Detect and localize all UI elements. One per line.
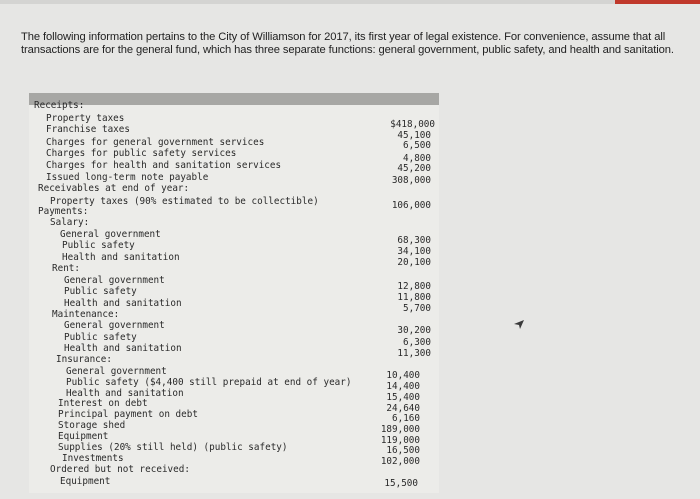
line-amount: 68,300: [397, 235, 431, 246]
line-amount: 11,300: [397, 348, 431, 359]
line-label: Charges for health and sanitation services: [46, 160, 282, 171]
line-amount: 308,000: [391, 175, 431, 186]
arrow-cursor-icon: [513, 318, 525, 330]
line-amount: 34,100: [397, 246, 431, 257]
subsection-label-rent: Rent:: [52, 263, 80, 274]
subsection-label-maintenance: Maintenance:: [52, 309, 120, 320]
line-label: Principal payment on debt: [58, 409, 198, 420]
line-label: Investments: [62, 453, 124, 464]
line-label: Interest on debt: [58, 398, 148, 409]
line-label: Issued long-term note payable: [46, 172, 209, 183]
top-accent-bar: [615, 0, 700, 4]
line-amount: 30,200: [397, 325, 431, 336]
line-label: Charges for public safety services: [46, 148, 237, 159]
line-label: Health and sanitation: [66, 388, 184, 399]
line-amount: 6,300: [403, 337, 431, 348]
line-amount: 11,800: [397, 292, 431, 303]
subsection-label-insurance: Insurance:: [56, 354, 112, 365]
line-label: Equipment: [58, 431, 109, 442]
problem-intro-text: The following information pertains to the City of Williamson for 2017, its first year of legal existence. For convenience, assume that all transactions are for the general fund, which has three separate functions: general government, public safety, and health and sanitation.: [21, 31, 674, 57]
line-label: Franchise taxes: [46, 124, 130, 135]
line-amount: 24,640: [386, 403, 420, 414]
line-label: Public safety ($4,400 still prepaid at end of year): [66, 377, 352, 388]
line-amount: 15,500: [384, 478, 418, 489]
line-amount: 6,500: [403, 140, 431, 151]
line-amount: 14,400: [386, 381, 420, 392]
line-label: General government: [64, 275, 165, 286]
document-header-bar: [29, 93, 439, 105]
line-amount: $418,000: [390, 119, 435, 130]
line-label: Health and sanitation: [64, 298, 182, 309]
line-label: Supplies (20% still held) (public safety): [58, 442, 288, 453]
line-amount: 4,800: [403, 153, 431, 164]
line-amount: 102,000: [380, 456, 420, 467]
line-amount: 16,500: [386, 445, 420, 456]
line-amount: 6,160: [392, 413, 420, 424]
line-label: Public safety: [64, 332, 137, 343]
subsection-label-salary: Salary:: [50, 217, 90, 228]
section-label-payments: Payments:: [38, 206, 89, 217]
section-label-receivables: Receivables at end of year:: [38, 183, 190, 194]
line-label: Public safety: [62, 240, 135, 251]
top-border-bar: [0, 0, 700, 4]
line-label: Health and sanitation: [64, 343, 182, 354]
line-label: Storage shed: [58, 420, 126, 431]
section-label-receipts: Receipts:: [34, 100, 85, 111]
line-label: General government: [64, 320, 165, 331]
line-amount: 45,200: [397, 163, 431, 174]
line-label: Property taxes: [46, 113, 125, 124]
line-label: Health and sanitation: [62, 252, 180, 263]
line-amount: 10,400: [386, 370, 420, 381]
line-amount: 119,000: [380, 435, 420, 446]
line-label: Charges for general government services: [46, 137, 265, 148]
line-label: General government: [60, 229, 161, 240]
line-label: Property taxes (90% estimated to be collectible): [50, 196, 319, 207]
line-amount: 45,100: [397, 130, 431, 141]
line-amount: 15,400: [386, 392, 420, 403]
line-label: General government: [66, 366, 167, 377]
line-label: Public safety: [64, 286, 137, 297]
line-amount: 20,100: [397, 257, 431, 268]
line-amount: 106,000: [391, 200, 431, 211]
section-label-ordered: Ordered but not received:: [50, 464, 190, 475]
line-label: Equipment: [60, 476, 111, 487]
line-amount: 5,700: [403, 303, 431, 314]
line-amount: 189,000: [380, 424, 420, 435]
line-amount: 12,800: [397, 281, 431, 292]
